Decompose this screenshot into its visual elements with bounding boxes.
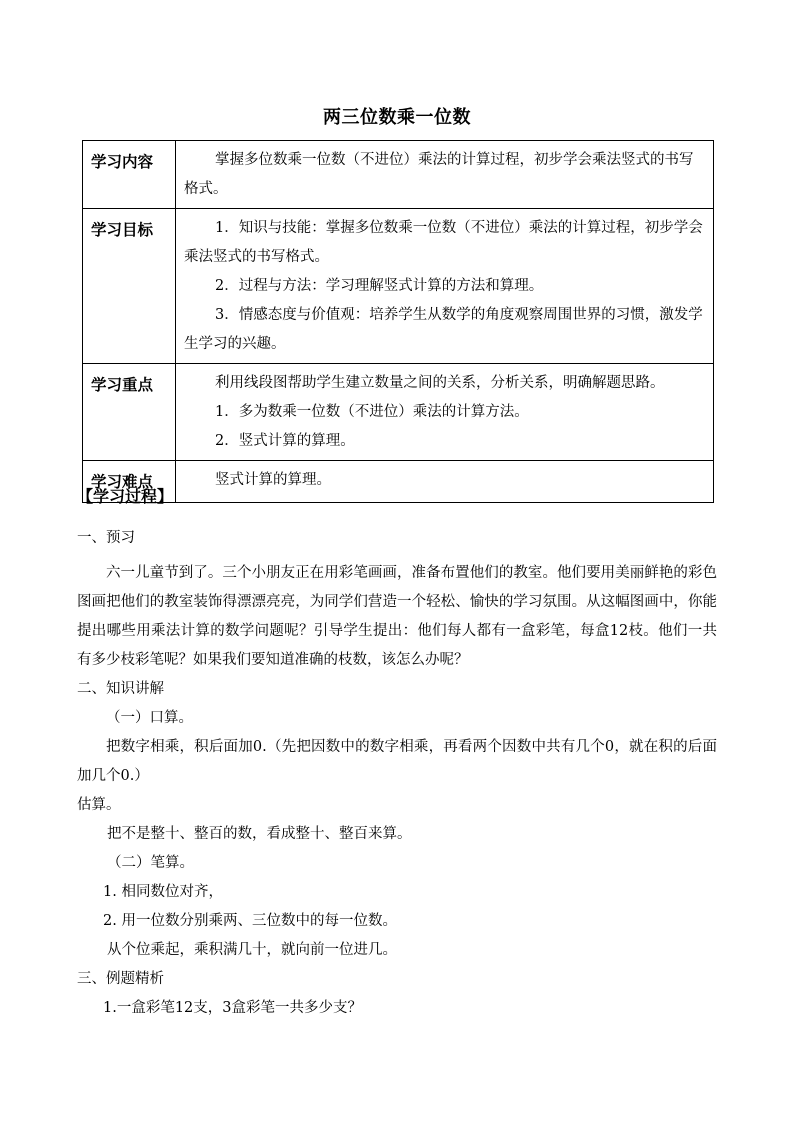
- info-table: [82, 140, 714, 503]
- row-label: 学习内容: [83, 141, 176, 209]
- subsection-oral: （一）口算。: [106, 710, 193, 726]
- row-content: [176, 364, 714, 461]
- content-paragraph: 2．竖式计算的算理。: [215, 433, 355, 449]
- estimate-label: 估算。: [77, 797, 121, 813]
- content-paragraph: 1．知识与技能：掌握多位数乘一位数（不进位）乘法的计算过程，初步学会乘法竖式的书写格式。: [184, 220, 703, 265]
- row-label: 学习重点: [83, 364, 176, 461]
- section-title-preview: 一、预习: [77, 530, 135, 546]
- oral-paragraph: 把数字相乘，积后面加0.（先把因数中的数字相乘，再看两个因数中共有几个0，就在积的后面加几个0.）: [77, 739, 717, 784]
- process-body: [77, 524, 717, 1023]
- content-paragraph: 掌握多位数乘一位数（不进位）乘法的计算过程，初步学会乘法竖式的书写格式。: [184, 152, 694, 197]
- written-paragraph: 从个位乘起，乘积满几十，就向前一位进几。: [107, 942, 397, 958]
- page-title: 两三位数乘一位数: [323, 107, 471, 128]
- row-content: [176, 209, 714, 364]
- content-paragraph: 3．情感态度与价值观：培养学生从数学的角度观察周围世界的习惯，激发学生学习的兴趣。: [184, 307, 703, 352]
- section-title-knowledge: 二、知识讲解: [77, 681, 164, 697]
- estimate-paragraph: 把不是整十、整百的数，看成整十、整百来算。: [107, 826, 412, 842]
- example-item: 1.一盒彩笔12支，3盒彩笔一共多少支？: [103, 1000, 363, 1016]
- subsection-written: （二）笔算。: [107, 855, 194, 871]
- section-title-examples: 三、例题精析: [77, 971, 164, 987]
- row-label: 学习目标: [83, 209, 176, 364]
- row-content: [176, 141, 714, 209]
- table-row: [83, 364, 714, 461]
- row-label: 学习难点: [83, 461, 176, 503]
- table-row: [83, 141, 714, 209]
- content-paragraph: 利用线段图帮助学生建立数量之间的关系，分析关系，明确解题思路。: [215, 375, 665, 391]
- content-paragraph: 2．过程与方法：学习理解竖式计算的方法和算理。: [215, 278, 544, 294]
- table-row: [83, 209, 714, 364]
- written-item: 1. 相同数位对齐，: [103, 884, 223, 900]
- written-item: 2. 用一位数分别乘两、三位数中的每一位数。: [103, 913, 397, 929]
- table-row: [83, 461, 714, 503]
- row-content: [176, 461, 714, 503]
- content-paragraph: 1．多为数乘一位数（不进位）乘法的计算方法。: [215, 404, 529, 420]
- process-heading: 【学习过程】: [77, 487, 174, 506]
- content-paragraph: 竖式计算的算理。: [215, 472, 331, 488]
- preview-paragraph: 六一儿童节到了。三个小朋友正在用彩笔画画，准备布置他们的教室。他们要用美丽鲜艳的彩色图画把他们的教室装饰得漂漂亮亮，为同学们营造一个轻松、愉快的学习氛围。从这幅图画中，你能提出哪些用乘法计算的数学问题呢？引导学生提出：他们每人都有一盒彩笔，每盒12枝。他们一共有多少枝彩笔呢？如果我们要知道准确的枝数，该怎么办呢？: [77, 565, 717, 668]
